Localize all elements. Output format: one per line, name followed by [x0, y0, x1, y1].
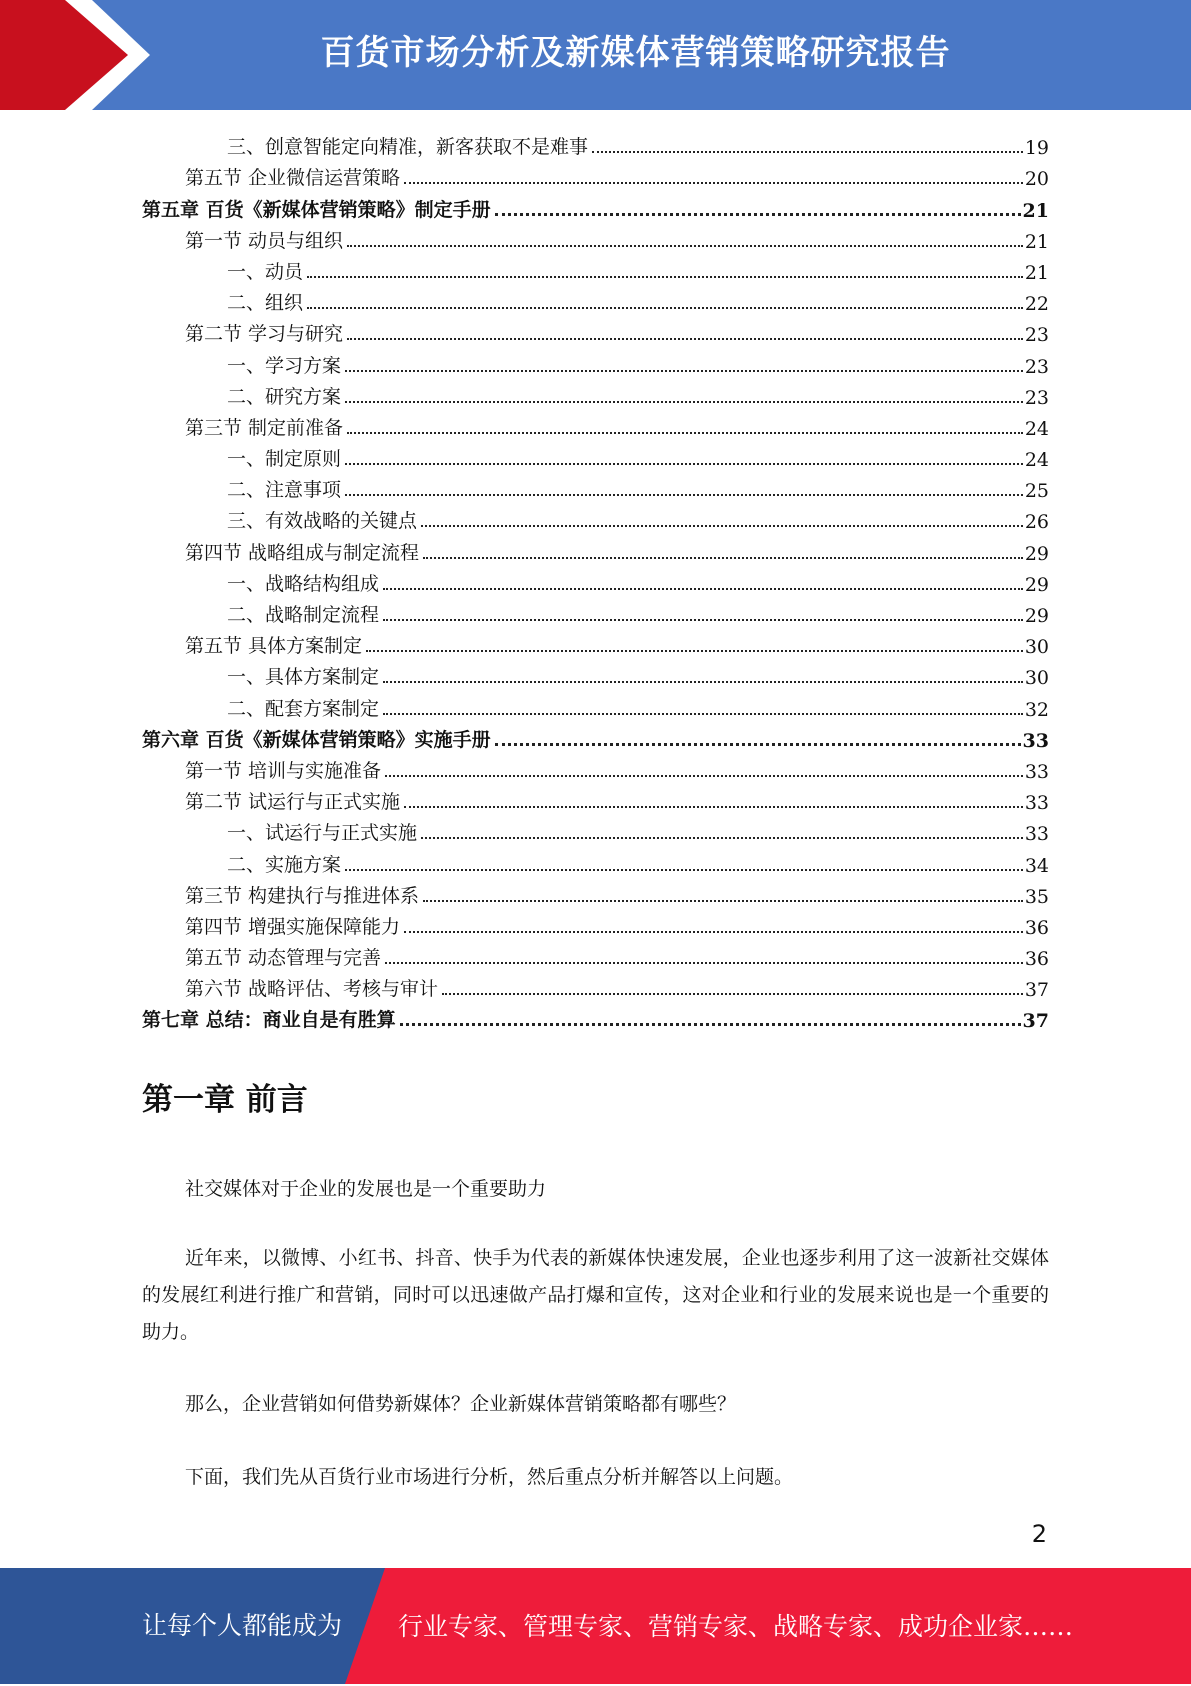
toc-entry-label: 一、制定原则	[227, 448, 342, 471]
page-number: 2	[1031, 1520, 1047, 1548]
toc-entry-label: 第一节 培训与实施准备	[185, 759, 382, 782]
toc-entry-page: 23	[1024, 386, 1049, 409]
toc-entry-page: 33	[1022, 729, 1049, 752]
toc-entry-label: 第五章 百货《新媒体营销策略》制定手册	[142, 198, 491, 221]
toc-entry-label: 第三节 制定前准备	[185, 416, 344, 439]
toc-entry-label: 第二节 试运行与正式实施	[185, 791, 401, 814]
toc-leader-dots	[347, 337, 1023, 340]
toc-leader-dots	[345, 868, 1023, 871]
paragraph-3: 那么，企业营销如何借势新媒体？企业新媒体营销策略都有哪些？	[185, 1393, 737, 1415]
toc-entry-page: 34	[1024, 854, 1049, 877]
toc-entry-page: 21	[1024, 230, 1049, 253]
toc-entry-label: 第五节 动态管理与完善	[185, 947, 382, 970]
toc-entry[interactable]	[142, 721, 1049, 752]
toc-leader-dots	[347, 244, 1023, 247]
toc-leader-dots	[404, 930, 1023, 933]
toc-entry[interactable]	[142, 1001, 1049, 1032]
header-chevron-decoration	[0, 0, 150, 110]
toc-leader-dots	[442, 992, 1023, 995]
toc-entry-page: 36	[1024, 948, 1049, 971]
toc-leader-dots	[347, 431, 1023, 434]
toc-entry-page: 25	[1024, 480, 1049, 503]
toc-entry-label: 第五节 企业微信运营策略	[185, 167, 401, 190]
toc-entry-label: 一、动员	[227, 260, 304, 283]
chapter-title: 第一章 前言	[142, 1082, 308, 1118]
toc-leader-dots	[383, 680, 1023, 683]
toc-entry-label: 第六节 战略评估、考核与审计	[185, 978, 439, 1001]
toc-entry[interactable]	[142, 128, 1049, 159]
toc-entry[interactable]	[142, 159, 1049, 190]
toc-entry-label: 二、注意事项	[227, 479, 342, 502]
toc-entry[interactable]	[142, 596, 1049, 627]
toc-entry-page: 20	[1024, 168, 1049, 191]
toc-leader-dots	[307, 306, 1023, 309]
toc-entry-page: 33	[1024, 792, 1049, 815]
toc-entry-label: 第四节 战略组成与制定流程	[185, 541, 420, 564]
toc-entry[interactable]	[142, 939, 1049, 970]
toc-entry-page: 30	[1024, 667, 1049, 690]
toc-entry[interactable]	[142, 471, 1049, 502]
toc-entry-label: 三、有效战略的关键点	[227, 510, 418, 533]
toc-leader-dots	[383, 587, 1023, 590]
toc-leader-dots	[400, 1022, 1021, 1026]
report-title: 百货市场分析及新媒体营销策略研究报告	[320, 33, 951, 73]
toc-leader-dots	[366, 649, 1023, 652]
toc-leader-dots	[383, 712, 1023, 715]
toc-entry-page: 29	[1024, 605, 1049, 627]
toc-entry-page: 29	[1024, 573, 1049, 596]
toc-entry[interactable]	[142, 877, 1049, 908]
toc-leader-dots	[345, 493, 1023, 496]
toc-entry-label: 二、配套方案制定	[227, 697, 380, 720]
toc-entry[interactable]	[142, 315, 1049, 346]
toc-entry[interactable]	[142, 814, 1049, 845]
toc-entry-page: 37	[1024, 979, 1049, 1002]
toc-entry[interactable]	[142, 908, 1049, 939]
toc-leader-dots	[345, 369, 1023, 372]
toc-leader-dots	[421, 524, 1023, 527]
toc-entry[interactable]	[142, 783, 1049, 814]
toc-entry[interactable]	[142, 970, 1049, 1001]
toc-leader-dots	[495, 742, 1021, 746]
toc-entry-page: 37	[1022, 1010, 1049, 1033]
toc-leader-dots	[404, 805, 1023, 808]
toc-entry-label: 第七章 总结：商业自是有胜算	[142, 1009, 396, 1032]
toc-entry[interactable]	[142, 222, 1049, 253]
toc-leader-dots	[385, 774, 1023, 777]
toc-entry[interactable]	[142, 440, 1049, 471]
toc-leader-dots	[307, 275, 1023, 278]
paragraph-2: 近年来，以微博、小红书、抖音、快手为代表的新媒体快速发展，企业也逐步利用了这一波新社交媒体的发展红利进行推广和营销，同时可以迅速做产品打爆和宣传，这对企业和行业的发展来说也是一个重要的助力。	[142, 1247, 1049, 1343]
header-banner	[0, 0, 1191, 110]
toc-leader-dots	[495, 212, 1021, 216]
toc-leader-dots	[385, 961, 1023, 964]
toc-leader-dots	[592, 150, 1023, 153]
table-of-contents	[142, 128, 1049, 1032]
toc-entry-page: 19	[1024, 137, 1049, 160]
toc-entry[interactable]	[142, 565, 1049, 596]
toc-entry-page: 24	[1024, 417, 1049, 440]
toc-entry-page: 26	[1024, 511, 1049, 534]
toc-entry-label: 二、组织	[227, 292, 304, 315]
toc-entry-label: 一、具体方案制定	[227, 666, 380, 689]
toc-entry-label: 一、战略结构组成	[227, 572, 380, 595]
toc-entry[interactable]	[142, 502, 1049, 533]
toc-entry-label: 二、战略制定流程	[227, 604, 380, 626]
toc-entry-page: 24	[1024, 449, 1049, 472]
toc-entry-label: 二、实施方案	[227, 853, 342, 876]
toc-entry-label: 一、学习方案	[227, 354, 342, 377]
toc-entry-page: 23	[1024, 324, 1049, 347]
toc-entry-label: 第四节 增强实施保障能力	[185, 915, 401, 938]
toc-leader-dots	[383, 618, 1023, 621]
toc-entry[interactable]	[142, 752, 1049, 783]
toc-entry-label: 第一节 动员与组织	[185, 229, 344, 252]
toc-entry[interactable]	[142, 658, 1049, 689]
toc-entry-label: 第二节 学习与研究	[185, 323, 344, 346]
toc-entry-page: 22	[1024, 293, 1049, 316]
toc-entry[interactable]	[142, 533, 1049, 564]
footer-banner	[0, 1568, 1191, 1684]
toc-leader-dots	[421, 836, 1023, 839]
toc-entry[interactable]	[142, 627, 1049, 658]
footer-slogan-left: 让每个人都能成为	[142, 1611, 343, 1640]
toc-leader-dots	[404, 181, 1023, 184]
toc-entry-page: 23	[1024, 355, 1049, 378]
toc-entry[interactable]	[142, 284, 1049, 315]
toc-entry-page: 35	[1024, 885, 1049, 908]
toc-leader-dots	[423, 556, 1023, 559]
toc-entry-page: 33	[1024, 760, 1049, 783]
footer-slogan-right: 行业专家、管理专家、营销专家、战略专家、成功企业家……	[398, 1612, 1074, 1641]
toc-entry[interactable]	[142, 689, 1049, 720]
toc-entry-page: 32	[1024, 698, 1049, 721]
toc-entry-label: 第六章 百货《新媒体营销策略》实施手册	[142, 728, 491, 751]
toc-entry-page: 21	[1024, 261, 1049, 284]
toc-entry-label: 二、研究方案	[227, 385, 342, 408]
toc-leader-dots	[423, 899, 1023, 902]
toc-entry[interactable]	[142, 378, 1049, 409]
toc-entry[interactable]	[142, 190, 1049, 221]
toc-entry[interactable]	[142, 253, 1049, 284]
paragraph-4: 下面，我们先从百货行业市场进行分析，然后重点分析并解答以上问题。	[185, 1466, 794, 1488]
toc-entry[interactable]	[142, 346, 1049, 377]
toc-entry-page: 33	[1024, 823, 1049, 846]
toc-entry-page: 21	[1022, 199, 1049, 222]
paragraph-1: 社交媒体对于企业的发展也是一个重要助力	[185, 1178, 547, 1200]
toc-entry[interactable]	[142, 845, 1049, 876]
toc-entry-page: 29	[1024, 542, 1049, 565]
toc-entry-label: 第五节 具体方案制定	[185, 635, 363, 658]
toc-leader-dots	[345, 400, 1023, 403]
toc-entry-label: 一、试运行与正式实施	[227, 822, 418, 845]
toc-entry-page: 36	[1024, 916, 1049, 939]
toc-entry-page: 30	[1024, 636, 1049, 659]
toc-entry-label: 三、创意智能定向精准，新客获取不是难事	[227, 136, 589, 159]
toc-entry-label: 第三节 构建执行与推进体系	[185, 884, 420, 907]
toc-leader-dots	[345, 462, 1023, 465]
toc-entry[interactable]	[142, 409, 1049, 440]
